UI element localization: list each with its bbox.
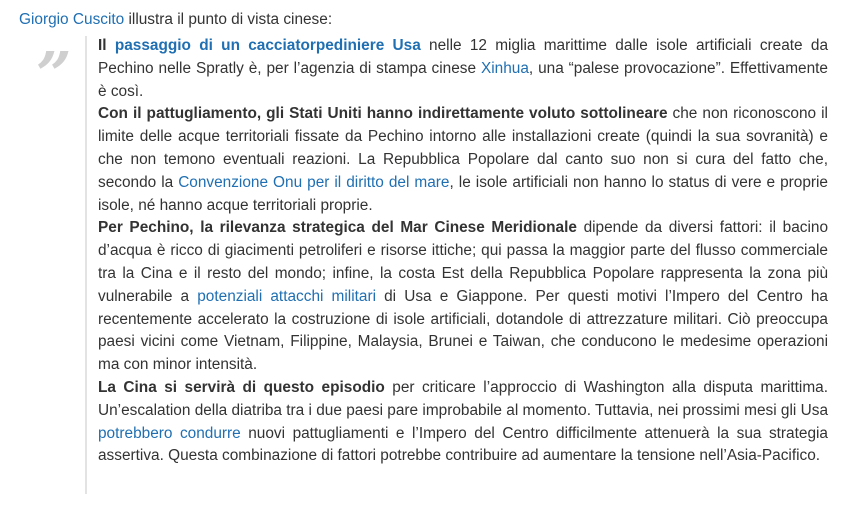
paragraph-1-text-a: nelle 12 miglia marittime dalle isole artificiali create da Pechino nelle Spratly è, per l’agenzia di stampa cinese: [98, 37, 829, 77]
quote-mark-icon: ”: [36, 38, 72, 111]
paragraph-1-text-b: , una “palese provocazione”. Effettivamente è così.: [98, 59, 828, 100]
paragraph-2-text-b: , le isole artificiali non hanno lo status di vere e proprie isole, né hanno acque territoriali proprie.: [98, 173, 828, 214]
patrols-link[interactable]: potrebbero condurre: [98, 424, 241, 442]
paragraph-4-bold: La Cina si servirà di questo episodio: [98, 378, 385, 396]
paragraph-3-text-b: di Usa e Giappone. Per questi motivi l’Impero del Centro ha recentemente accelerato la costruzione di isole artificiali, dotandole di attrezzature militari. Ciò preoccupa paesi vicini come Vietnam, Filippine, Malaysia, Brunei e Taiwan, che conducono le medesime operazioni ma con minor intensità.: [98, 287, 828, 374]
destroyer-passage-link[interactable]: passaggio di un cacciatorpediniere Usa: [114, 37, 421, 54]
blockquote: [98, 35, 828, 468]
blockquote-border: [85, 36, 87, 494]
author-link[interactable]: Giorgio Cuscito: [19, 11, 125, 28]
military-attacks-link[interactable]: potenziali attacchi militari: [197, 287, 376, 305]
paragraph-3-bold: Per Pechino, la rilevanza strategica del Mar Cinese Meridionale: [98, 219, 577, 237]
paragraph-3: [98, 217, 828, 377]
unclos-link[interactable]: Convenzione Onu per il diritto del mare: [178, 173, 450, 191]
xinhua-link[interactable]: Xinhua: [480, 59, 529, 77]
paragraph-4: [98, 377, 828, 468]
paragraph-3-text-a: dipende da diversi fattori: il bacino d’acqua è ricco di giacimenti petroliferi e risorse ittiche; qui passa la maggior parte del flusso commerciale tra la Cina e il resto del mondo; infine, la costa Est della Repubblica Popolare rappresenta la zona più vulnerabile a: [98, 219, 829, 305]
paragraph-1-lead: Il: [98, 37, 115, 54]
paragraph-4-text-a: per criticare l’approccio di Washington alla disputa marittima. Un’escalation della diatriba tra i due paesi pare improbabile al momento. Tuttavia, nei prossimi mesi gli Usa: [98, 378, 829, 419]
paragraph-2-text-a: che non riconoscono il limite delle acque territoriali fissate da Pechino intorno alle installazioni create (quindi la sua sovranità) e che non temono eventuali reazioni. La Repubblica Popolare dal canto suo non si cura del fatto che, secondo la: [98, 105, 828, 191]
intro-text: illustra il punto di vista cinese:: [124, 11, 333, 28]
paragraph-4-text-b: nuovi pattugliamenti e l’Impero del Centro difficilmente attenuerà la sua strategia assertiva. Questa combinazione di fattori potrebbe contribuire ad aumentare la tensione nell’Asia-Pacifico.: [98, 424, 828, 465]
paragraph-2-bold: Con il pattugliamento, gli Stati Uniti hanno indirettamente voluto sottolineare: [98, 105, 668, 123]
paragraph-2: [98, 103, 828, 217]
intro-line: [19, 9, 332, 31]
paragraph-1: [98, 35, 828, 103]
